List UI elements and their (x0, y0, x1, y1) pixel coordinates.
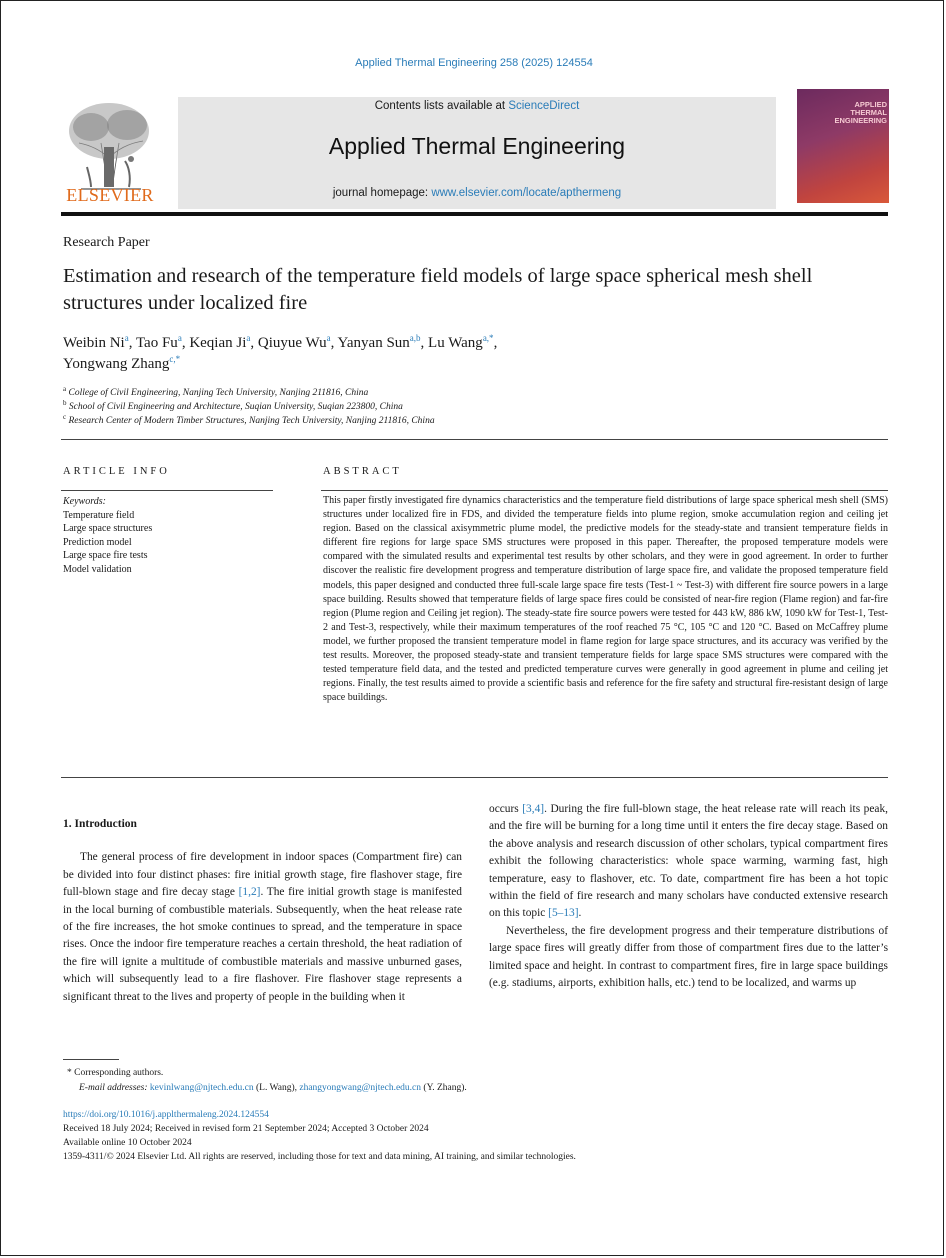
abstract-divider (321, 490, 888, 491)
affiliation (63, 400, 883, 414)
keywords-label: Keywords: (63, 496, 106, 507)
affiliation-mark[interactable]: a (124, 333, 129, 343)
affiliation-mark[interactable]: a,* (482, 333, 494, 343)
paragraph-text: occurs (489, 803, 523, 815)
author-separator: , (128, 335, 136, 351)
author-name: Tao Fu (135, 335, 178, 351)
footnote-divider (63, 1059, 119, 1060)
received-dates: Received 18 July 2024; Received in revised form 21 September 2024; Accepted 3 October 2024 (63, 1124, 429, 1134)
paragraph-text: . (578, 907, 582, 920)
journal-cover-title (807, 101, 887, 125)
affiliation (63, 386, 883, 400)
affiliation-mark[interactable]: a,b (409, 333, 421, 343)
abstract-heading: ABSTRACT (323, 466, 402, 477)
keyword: Large space structures (63, 523, 153, 534)
affiliation-list (63, 386, 883, 428)
author-name: Yanyan Sun (337, 335, 410, 351)
author[interactable] (338, 335, 429, 351)
article-type: Research Paper (63, 235, 150, 250)
keywords-block (63, 495, 152, 576)
online-date: Available online 10 October 2024 (63, 1138, 192, 1148)
paragraph-text: . During the fire full-blown stage, the heat release rate will reach its peak, and the fire will be burning for a long time until it enters the fire decay stage. Based on the above analysis and research discussion of other scholars, typical compartment fires exhibit the following characteristics: whole space warming, warming fast, high temperature, easy to flashover, etc. To date, compartment fire has been a hot topic within the field of fire research and many scholars have conducted extensive research on this topic (489, 803, 888, 920)
article-info-heading: ARTICLE INFO (63, 466, 170, 477)
header-divider (61, 212, 888, 216)
paragraph-text: . The fire initial growth stage is manifested in the local burning of combustible materials. Subsequently, when the heat release rate of the fire increases, the hot smoke continues to spread, and the temperature in space rises. Once the indoor fire temperature reaches a certain threshold, the heat radiation of the fire will ignite a multitude of combustible materials and massive unburned gases, which will subsequently lead to a fire flashover. Fire flashover stage represents a significant threat to the lives and property of people in the building when it (63, 886, 462, 1003)
author[interactable] (63, 356, 180, 372)
publication-info (63, 1108, 883, 1164)
citation-link[interactable]: [1,2] (238, 886, 261, 899)
author-separator: , (181, 335, 190, 351)
sciencedirect-link[interactable]: ScienceDirect (508, 100, 580, 112)
homepage-prefix: journal homepage: (332, 187, 432, 199)
keyword: Prediction model (63, 536, 132, 548)
author[interactable] (136, 335, 189, 351)
email-label: E-mail addresses: (79, 1083, 150, 1093)
affiliation-marker: b (63, 398, 67, 407)
keyword: Model validation (63, 563, 132, 575)
abstract-end-divider (61, 777, 888, 778)
author-separator: , (250, 335, 258, 351)
author[interactable] (189, 335, 258, 351)
author-name: Weibin Ni (63, 335, 125, 351)
paper-title: Estimation and research of the temperature field models of large space spherical mesh shell structures under localized fire (63, 265, 813, 314)
affiliation-text: School of Civil Engineering and Architecture, Suqian University, Suqian 223800, China (68, 402, 403, 412)
cover-title-line: APPLIED (854, 100, 887, 109)
body-paragraph (489, 801, 888, 923)
body-paragraph: Nevertheless, the fire development progress and their temperature distributions of large space fires will greatly differ from those of compartment fires due to the latter’s limited space and height. In contrast to compartment fires, fire in large space buildings (e.g. stadiums, airports, exhibition halls, etc.) tend to be localized, and warms up (489, 924, 888, 990)
author[interactable] (428, 335, 497, 351)
author[interactable] (258, 335, 338, 351)
email-owner: (Y. Zhang). (421, 1083, 467, 1093)
section-title: 1. Introduction (63, 818, 137, 830)
keyword: Large space fire tests (63, 550, 148, 561)
email-link[interactable]: zhangyongwang@njtech.edu.cn (299, 1083, 422, 1093)
copyright-line: 1359-4311/© 2024 Elsevier Ltd. All rights are reserved, including those for text and data mining, AI training, and similar technologies. (63, 1152, 576, 1162)
contents-line (178, 100, 776, 112)
paragraph-text: The general process of fire development in indoor spaces (Compartment fire) can be divided into four distinct phases: fire initial growth stage, fire flashover stage, fire full-blown stage and fire decay stage (63, 851, 462, 899)
author-name: Lu Wang (428, 335, 483, 351)
doi-link[interactable]: https://doi.org/10.1016/j.applthermaleng.2024.124554 (63, 1110, 269, 1120)
author-separator: , (330, 335, 338, 351)
author[interactable] (63, 335, 136, 351)
affiliation-mark[interactable]: c,* (169, 354, 181, 364)
footnotes (63, 1066, 883, 1096)
contents-prefix: Contents lists available at (374, 100, 509, 112)
affiliation-text: Research Center of Modern Timber Structures, Nanjing Tech University, Nanjing 211816, China (68, 416, 435, 426)
publisher-wordmark: ELSEVIER (66, 185, 154, 205)
email-note (63, 1081, 883, 1096)
affiliation-mark[interactable]: a (246, 333, 251, 343)
citation-link[interactable]: [3,4] (522, 803, 545, 815)
author-list (63, 333, 883, 375)
corresponding-note: * Corresponding authors. (67, 1068, 164, 1078)
affiliation-mark[interactable]: a (326, 333, 331, 343)
body-column-left (63, 816, 462, 1006)
journal-homepage-link[interactable]: www.elsevier.com/locate/apthermeng (431, 187, 622, 199)
body-paragraph (63, 849, 462, 1006)
cover-title-line: ENGINEERING (834, 116, 887, 125)
affiliation-mark[interactable]: a (177, 333, 182, 343)
email-link[interactable]: kevinlwang@njtech.edu.cn (149, 1083, 254, 1093)
author-separator: , (420, 335, 429, 351)
body-column-right (489, 801, 888, 992)
article-info-divider (61, 490, 273, 491)
author-name: Keqian Ji (189, 335, 247, 351)
affiliation-text: College of Civil Engineering, Nanjing Tech University, Nanjing 211816, China (68, 388, 369, 398)
journal-title: Applied Thermal Engineering (328, 133, 626, 159)
keyword: Temperature field (63, 509, 135, 521)
email-owner: (L. Wang), (253, 1083, 300, 1093)
affiliation-divider (61, 439, 888, 440)
author-separator: , (493, 335, 498, 351)
abstract-text: This paper firstly investigated fire dynamics characteristics and the temperature field distributions of large space spherical mesh shell (SMS) structures under localized fire in FDS, and divided the temperature fields into plume region, smoke accumulation region and ceiling jet region. Based on the classical axisymmetric plume model, the predictive models for the steady-state and transient temperature fields in different fire regions for large space SMS structures were proposed in this paper. Thereafter, the proposed temperature models were compared with the simulated results and experimental test results by other scholars, and they were in good agreement. In order to further discover the realistic fire development progress and temperature distribution of large space fire, and validate the proposed temperature field models, this paper designed and conducted three full-scale large space fire tests (Test-1 ~ Test-3) with different fire source powers in a large space building. Results showed that temperature fields of large space fires could be consisted of near-fire region (Flame region) and far-fire region (Plume region and Ceiling jet region). The steady-state fire source powers were tested for 443 kW, 886 kW, 1090 kW for Test-1, Test-2 and Test-3, respectively, while their maximum temperatures of the roof reached 75 °C, 105 °C and 120 °C. Based on McCaffrey plume model, we further proposed the transient temperature model in flame region for large space structures, and its accuracy was verified by the test results. Moreover, the proposed steady-state and transient temperature fields for large space SMS structures were compared with the tested temperature field data, and the tested and predicted temperature curves were generally in good agreement in plume and ceiling jet regions. Finally, the test results aimed to provide a scientific basis and reference for the fire safety and structural fire-resistant design of large space buildings. (323, 495, 888, 704)
author-name: Yongwang Zhang (63, 356, 170, 372)
cover-title-line: THERMAL (850, 108, 887, 117)
journal-citation[interactable]: Applied Thermal Engineering 258 (2025) 124554 (355, 57, 593, 69)
author-name: Qiuyue Wu (257, 335, 327, 351)
affiliation (63, 414, 883, 428)
journal-homepage-line (178, 187, 776, 199)
citation-link[interactable]: [5–13] (548, 907, 579, 920)
affiliation-marker: c (63, 412, 67, 421)
affiliation-marker: a (63, 384, 67, 393)
